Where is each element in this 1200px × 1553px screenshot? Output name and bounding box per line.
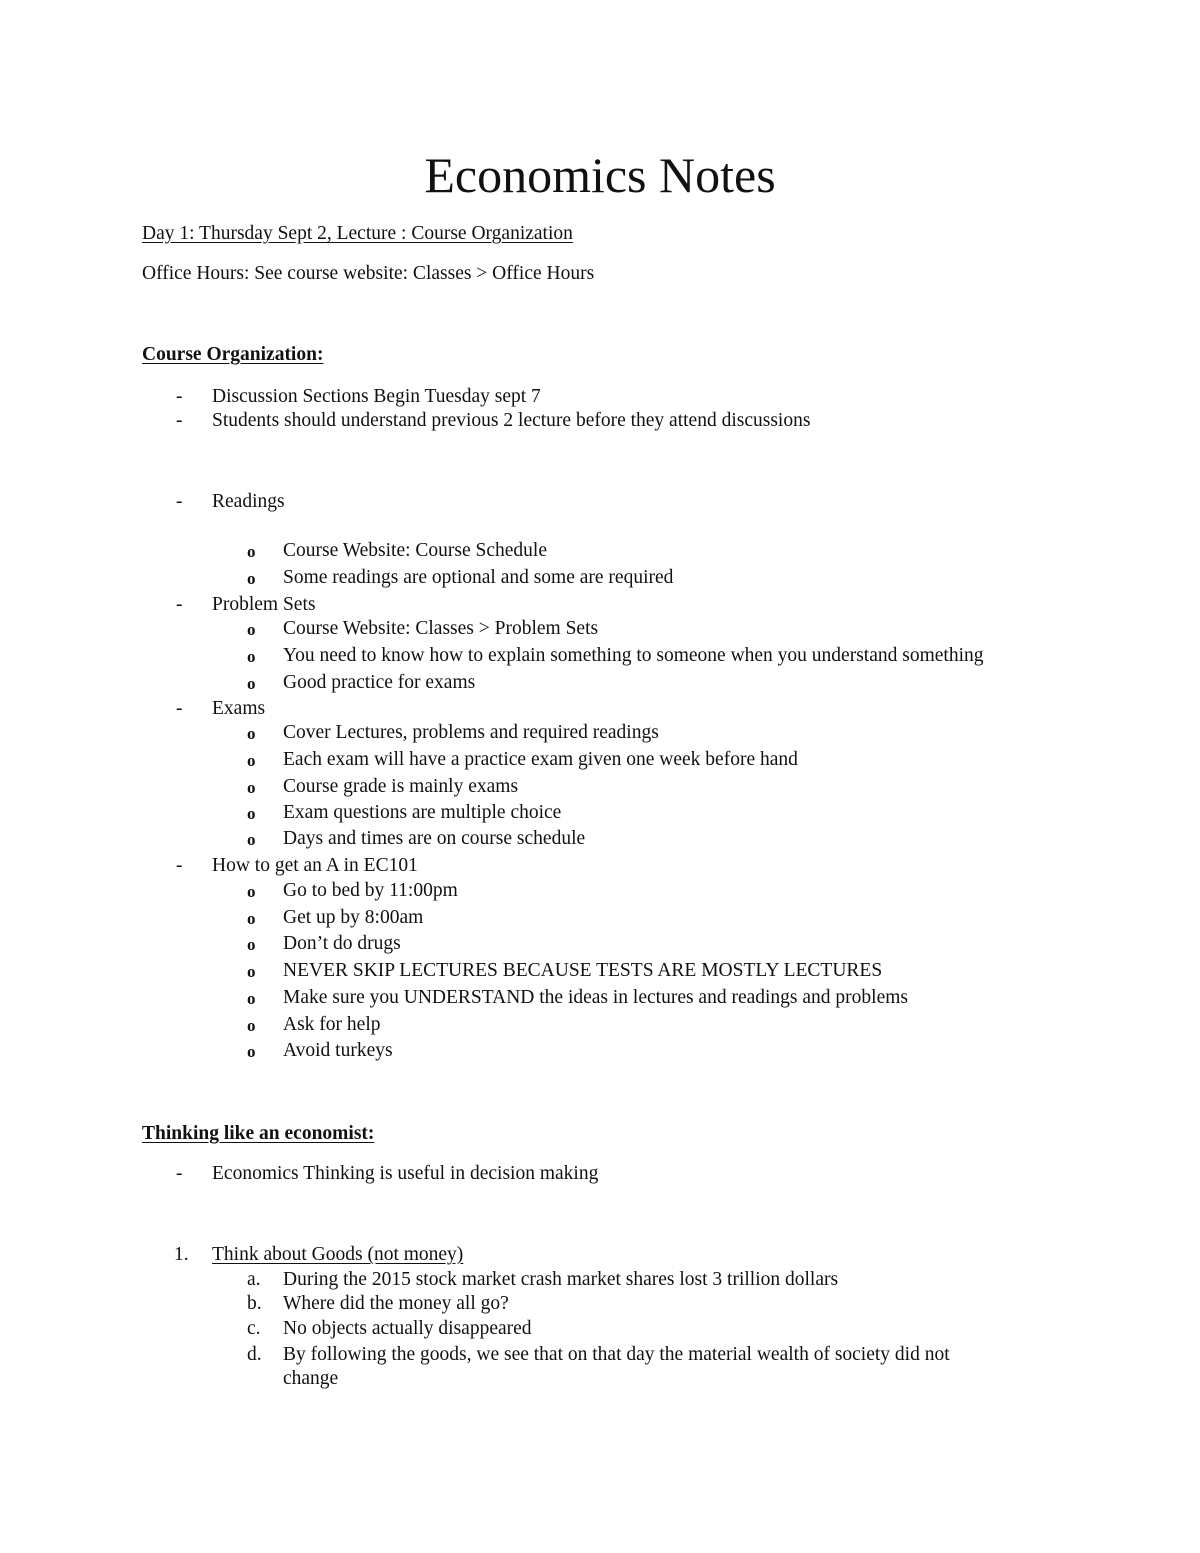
list-item: Economics Thinking is useful in decision making [212,1163,599,1184]
circle-bullet: o [247,830,256,849]
circle-bullet: o [247,751,256,770]
list-letter: d. [247,1344,262,1365]
day-heading: Day 1: Thursday Sept 2, Lecture : Course Organization [142,223,573,244]
circle-bullet: o [247,569,256,588]
sub-list-item: Avoid turkeys [283,1040,393,1061]
circle-bullet: o [247,935,256,954]
list-item: Problem Sets [212,594,316,615]
sub-list-item: By following the goods, we see that on that day the material wealth of society did not [283,1344,950,1365]
list-letter: b. [247,1293,262,1314]
list-number: 1. [174,1244,189,1265]
sub-list-item-continuation: change [283,1368,339,1389]
goods-heading: Think about Goods (not money) [212,1244,464,1265]
office-hours-line: Office Hours: See course website: Classes > Office Hours [142,263,595,284]
sub-list-item: Course Website: Classes > Problem Sets [283,618,599,639]
sub-list-item: No objects actually disappeared [283,1318,532,1339]
sub-list-item: Exam questions are multiple choice [283,802,562,823]
list-item: How to get an A in EC101 [212,855,418,876]
circle-bullet: o [247,647,256,666]
sub-list-item: NEVER SKIP LECTURES BECAUSE TESTS ARE MOSTLY LECTURES [283,960,883,981]
circle-bullet: o [247,620,256,639]
dash-bullet: - [176,698,183,719]
circle-bullet: o [247,674,256,693]
list-item: Exams [212,698,266,719]
sub-list-item: Where did the money all go? [283,1293,509,1314]
dash-bullet: - [176,855,183,876]
circle-bullet: o [247,962,256,981]
circle-bullet: o [247,542,256,561]
sub-list-item: Cover Lectures, problems and required readings [283,722,659,743]
circle-bullet: o [247,909,256,928]
list-item: Discussion Sections Begin Tuesday sept 7 [212,386,541,407]
circle-bullet: o [247,724,256,743]
circle-bullet: o [247,778,256,797]
dash-bullet: - [176,1163,183,1184]
document-title: Economics Notes [424,147,776,203]
list-letter: a. [247,1269,261,1290]
sub-list-item: Days and times are on course schedule [283,828,586,849]
dash-bullet: - [176,594,183,615]
dash-bullet: - [176,410,183,431]
sub-list-item: Make sure you UNDERSTAND the ideas in lectures and readings and problems [283,987,908,1008]
thinking-heading: Thinking like an economist: [142,1123,375,1144]
sub-list-item: Course grade is mainly exams [283,776,519,797]
circle-bullet: o [247,989,256,1008]
sub-list-item: Some readings are optional and some are required [283,567,674,588]
sub-list-item: Good practice for exams [283,672,476,693]
sub-list-item: Course Website: Course Schedule [283,540,547,561]
dash-bullet: - [176,386,183,407]
sub-list-item: During the 2015 stock market crash market shares lost 3 trillion dollars [283,1269,839,1290]
circle-bullet: o [247,1016,256,1035]
sub-list-item: Get up by 8:00am [283,907,424,928]
list-letter: c. [247,1318,261,1339]
circle-bullet: o [247,1042,256,1061]
sub-list-item: You need to know how to explain something to someone when you understand something [283,645,984,666]
course-organization-heading: Course Organization: [142,344,324,365]
dash-bullet: - [176,491,183,512]
circle-bullet: o [247,804,256,823]
sub-list-item: Ask for help [283,1014,381,1035]
list-item: Students should understand previous 2 lecture before they attend discussions [212,410,811,431]
circle-bullet: o [247,882,256,901]
list-item: Readings [212,491,285,512]
sub-list-item: Go to bed by 11:00pm [283,880,458,901]
sub-list-item: Don’t do drugs [283,933,401,954]
sub-list-item: Each exam will have a practice exam given one week before hand [283,749,798,770]
